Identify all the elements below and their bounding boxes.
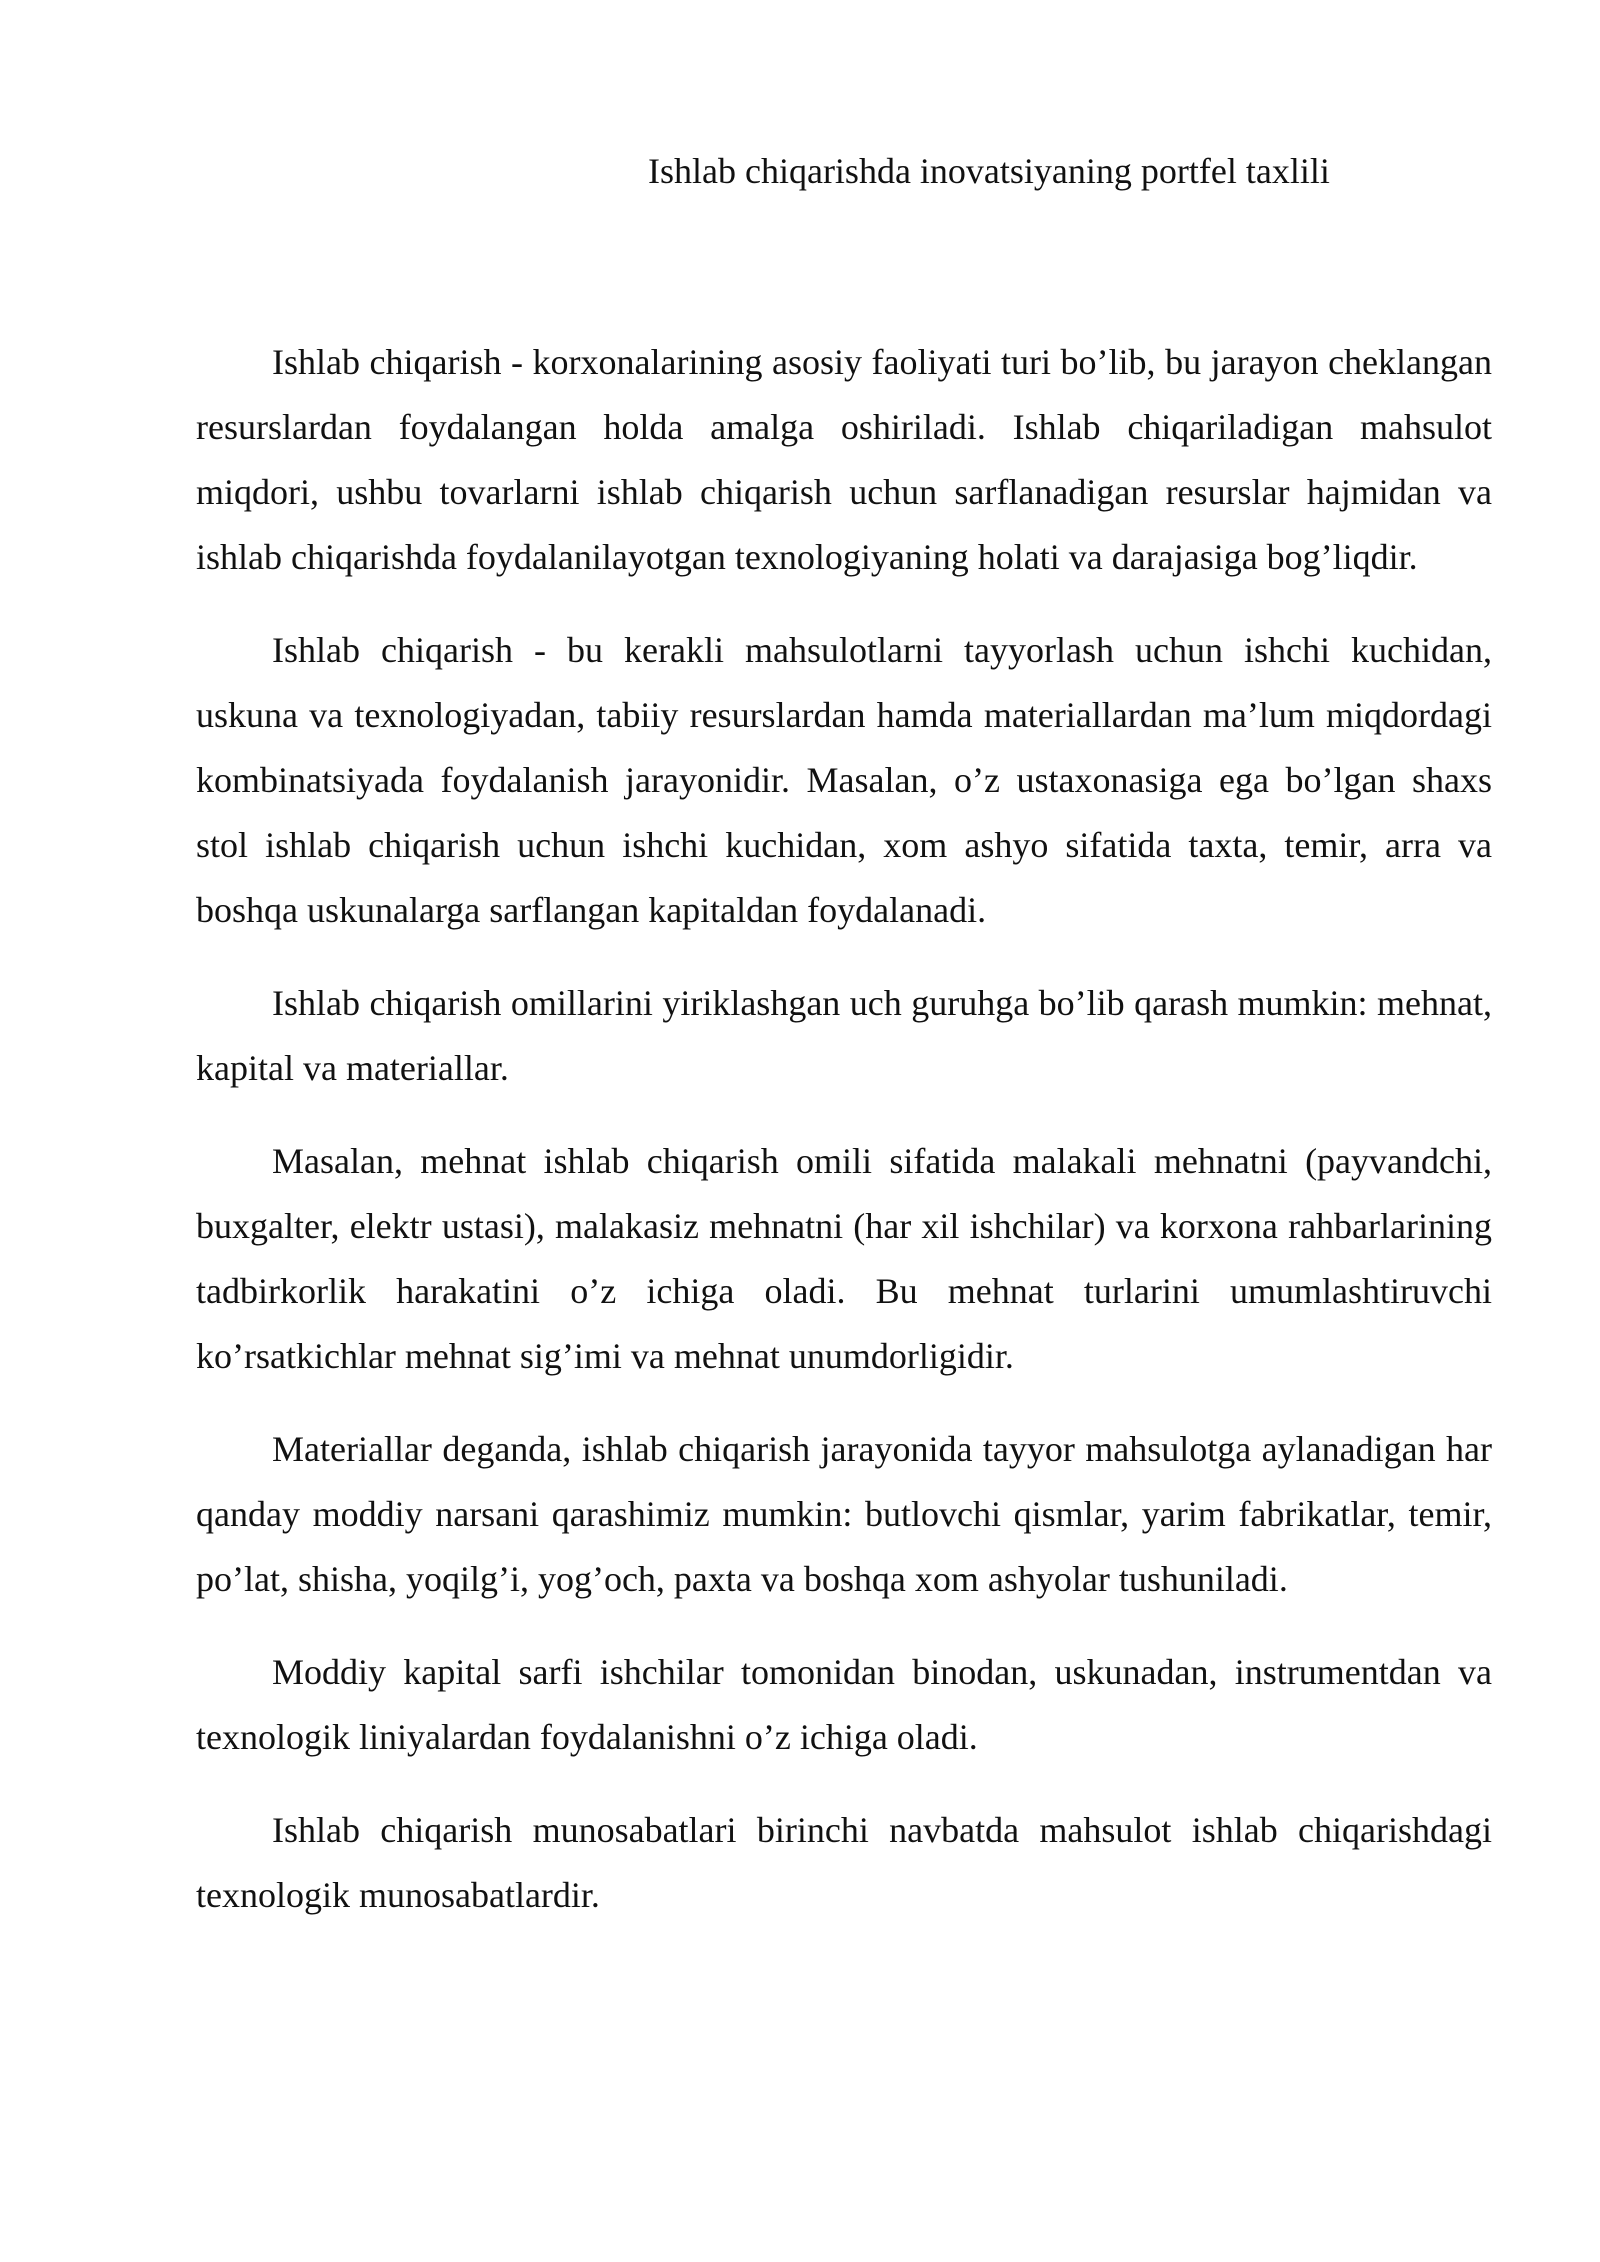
paragraph: Materiallar deganda, ishlab chiqarish jarayonida tayyor mahsulotga aylanadigan har qanday moddiy narsani qarashimiz mumkin: butlovchi qismlar, yarim fabrikatlar, temir, po’lat, shisha, yoqilg’i, yog’och, paxta va boshqa xom ashyolar tushuniladi. xyxy=(196,1429,1492,1599)
document-title: Ishlab chiqarishda inovatsiyaning portfel taxlili xyxy=(648,151,1330,191)
paragraph: Ishlab chiqarish omillarini yiriklashgan uch guruhga bo’lib qarash mumkin: mehnat, kapital va materiallar. xyxy=(196,983,1492,1088)
paragraph: Moddiy kapital sarfi ishchilar tomonidan binodan, uskunadan, instrumentdan va texnologik liniyalardan foydalanishni o’z ichiga oladi. xyxy=(196,1652,1492,1757)
document-body xyxy=(196,330,1492,1956)
paragraph: Masalan, mehnat ishlab chiqarish omili sifatida malakali mehnatni (payvandchi, buxgalter, elektr ustasi), malakasiz mehnatni (har xil ishchilar) va korxona rahbarlarining tadbirkorlik harakatini o’z ichiga oladi. Bu mehnat turlarini umumlashtiruvchi ko’rsatkichlar mehnat sig’imi va mehnat unumdorligidir. xyxy=(196,1141,1492,1376)
paragraph: Ishlab chiqarish - korxonalarining asosiy faoliyati turi bo’lib, bu jarayon cheklangan resurslardan foydalangan holda amalga oshiriladi. Ishlab chiqariladigan mahsulot miqdori, ushbu tovarlarni ishlab chiqarish uchun sarflanadigan resurslar hajmidan va ishlab chiqarishda foydalanilayotgan texnologiyaning holati va darajasiga bog’liqdir. xyxy=(196,342,1492,577)
paragraph: Ishlab chiqarish - bu kerakli mahsulotlarni tayyorlash uchun ishchi kuchidan, uskuna va texnologiyadan, tabiiy resurslardan hamda materiallardan ma’lum miqdordagi kombinatsiyada foydalanish jarayonidir. Masalan, o’z ustaxonasiga ega bo’lgan shaxs stol ishlab chiqarish uchun ishchi kuchidan, xom ashyo sifatida taxta, temir, arra va boshqa uskunalarga sarflangan kapitaldan foydalanadi. xyxy=(196,630,1492,930)
paragraph: Ishlab chiqarish munosabatlari birinchi navbatda mahsulot ishlab chiqarishdagi texnologik munosabatlardir. xyxy=(196,1810,1492,1915)
